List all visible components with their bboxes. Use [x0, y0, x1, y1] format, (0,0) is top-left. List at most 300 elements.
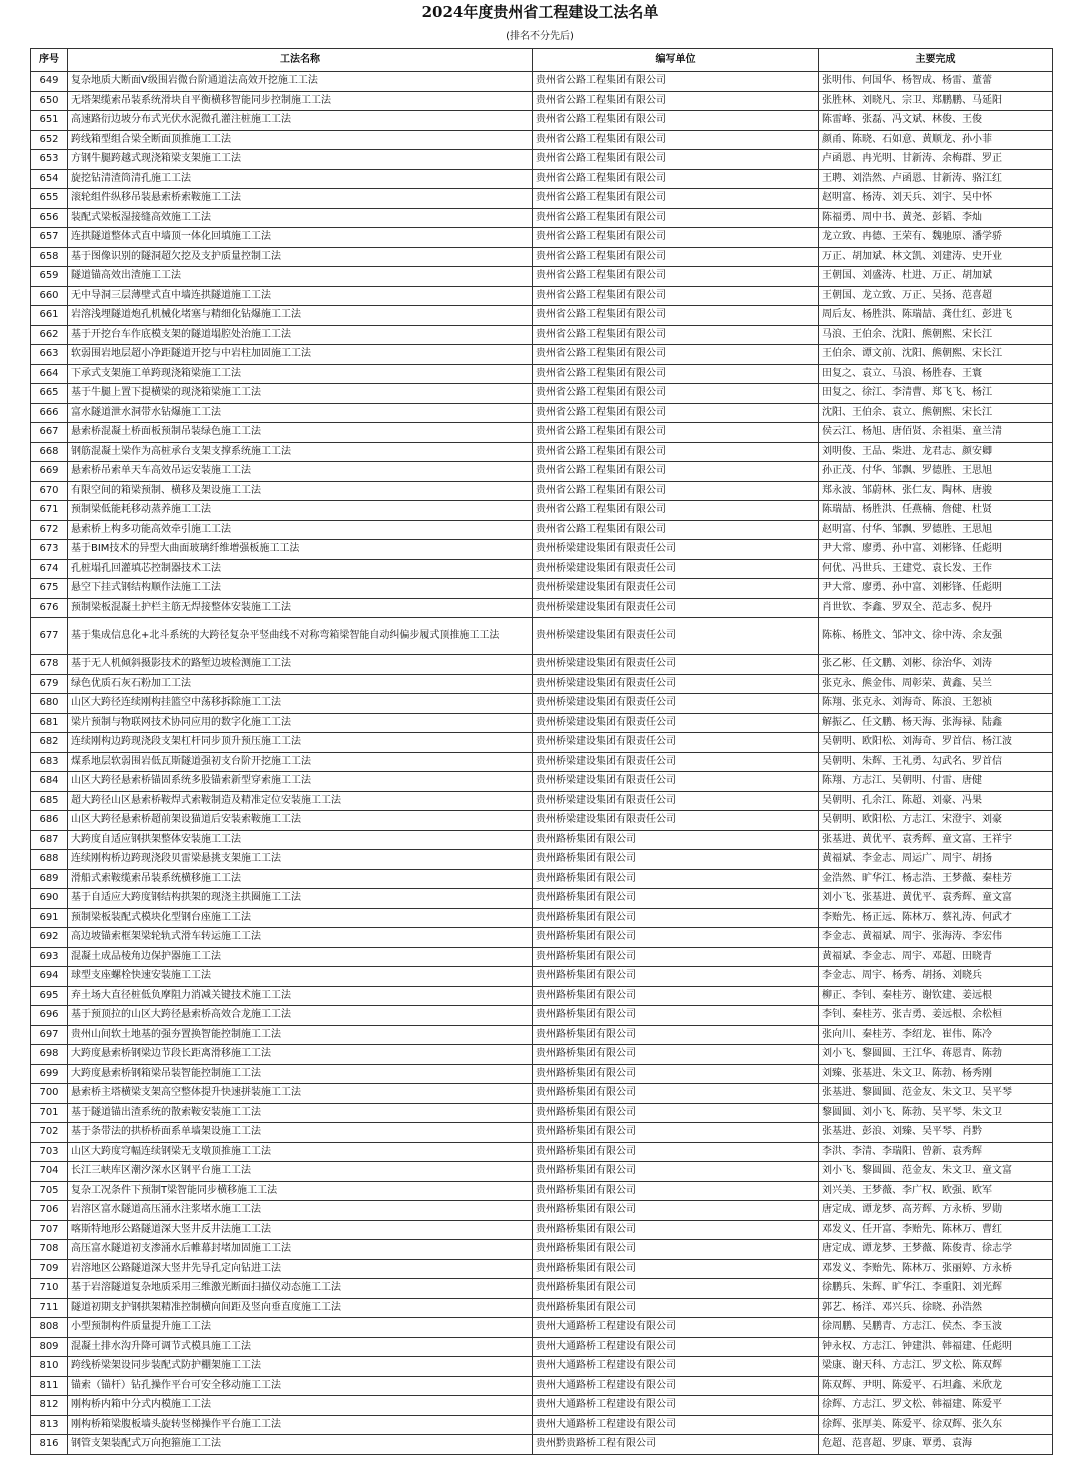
cell-unit: 贵州省公路工程集团有限公司 [533, 91, 819, 111]
cell-contributors: 黄福斌、李金志、周运广、周宇、胡扬 [819, 850, 1053, 870]
table-row [31, 1025, 1053, 1045]
cell-contributors: 危超、范喜超、罗康、覃勇、袁海 [819, 1435, 1053, 1455]
cell-contributors: 陈栋、杨胜文、邹冲文、徐中涛、余友强 [819, 618, 1053, 655]
cell-unit: 贵州省公路工程集团有限公司 [533, 130, 819, 150]
cell-method-name: 岩溶地区公路隧道深大竖井先导孔定向钻进工法 [68, 1259, 533, 1279]
cell-unit: 贵州路桥集团有限公司 [533, 1259, 819, 1279]
cell-unit: 贵州路桥集团有限公司 [533, 1279, 819, 1299]
cell-contributors: 沈阳、王伯余、袁立、熊朝熙、宋长江 [819, 403, 1053, 423]
cell-contributors: 李钊、秦桂芳、张吉勇、姜远根、余松桓 [819, 1006, 1053, 1026]
table-row [31, 1103, 1053, 1123]
cell-seq: 669 [31, 462, 68, 482]
cell-seq: 668 [31, 442, 68, 462]
table-row [31, 618, 1053, 655]
table-row [31, 928, 1053, 948]
cell-unit: 贵州桥梁建设集团有限责任公司 [533, 772, 819, 792]
cell-seq: 688 [31, 850, 68, 870]
cell-seq: 810 [31, 1357, 68, 1377]
table-row [31, 540, 1053, 560]
table-row [31, 1415, 1053, 1435]
table-row [31, 908, 1053, 928]
cell-contributors: 张明伟、何国华、杨智成、杨雷、董蕾 [819, 72, 1053, 92]
cell-method-name: 高边坡锚索框架梁轮轨式滑车转运施工工法 [68, 928, 533, 948]
cell-contributors: 龙立致、冉德、王荣有、魏驰原、潘学骄 [819, 228, 1053, 248]
cell-unit: 贵州桥梁建设集团有限责任公司 [533, 713, 819, 733]
cell-seq: 685 [31, 791, 68, 811]
cell-method-name: 跨线桥梁架设同步装配式防护棚架施工工法 [68, 1357, 533, 1377]
table-row [31, 423, 1053, 443]
cell-seq: 679 [31, 674, 68, 694]
table-row [31, 1298, 1053, 1318]
cell-method-name: 绿色优质石灰石粉加工工法 [68, 674, 533, 694]
table-row [31, 869, 1053, 889]
cell-seq: 691 [31, 908, 68, 928]
cell-unit: 贵州路桥集团有限公司 [533, 869, 819, 889]
cell-unit: 贵州路桥集团有限公司 [533, 908, 819, 928]
table-row [31, 811, 1053, 831]
cell-contributors: 金浩然、旷华江、杨志浩、王梦薇、秦桂芳 [819, 869, 1053, 889]
cell-unit: 贵州省公路工程集团有限公司 [533, 364, 819, 384]
cell-seq: 709 [31, 1259, 68, 1279]
cell-unit: 贵州路桥集团有限公司 [533, 1025, 819, 1045]
cell-seq: 710 [31, 1279, 68, 1299]
cell-contributors: 徐辉、张厚美、陈爱平、徐双辉、张久东 [819, 1415, 1053, 1435]
table-row [31, 286, 1053, 306]
cell-seq: 683 [31, 752, 68, 772]
cell-unit: 贵州桥梁建设集团有限责任公司 [533, 598, 819, 618]
cell-method-name: 预制梁板混凝土护栏主筋无焊接整体安装施工工法 [68, 598, 533, 618]
cell-unit: 贵州省公路工程集团有限公司 [533, 286, 819, 306]
cell-method-name: 连拱隧道整体式直中墙顶一体化回填施工工法 [68, 228, 533, 248]
table-row [31, 442, 1053, 462]
cell-seq: 816 [31, 1435, 68, 1455]
cell-contributors: 梁康、谢天科、方志江、罗文松、陈双辉 [819, 1357, 1053, 1377]
cell-method-name: 混凝土排水沟升降可调节式模具施工工法 [68, 1337, 533, 1357]
cell-method-name: 旋挖钻清渣筒清孔施工工法 [68, 169, 533, 189]
cell-method-name: 基于岩溶隧道复杂地质采用三维激光断面扫描仪动态施工工法 [68, 1279, 533, 1299]
cell-contributors: 张基进、黎圆圆、范金友、朱文卫、吴平琴 [819, 1084, 1053, 1104]
cell-seq: 649 [31, 72, 68, 92]
cell-contributors: 赵明富、杨涛、刘天兵、刘宇、吴中怀 [819, 189, 1053, 209]
table-body [31, 72, 1053, 1455]
cell-method-name: 梁片预制与物联网技术协同应用的数字化施工工法 [68, 713, 533, 733]
table-row [31, 1240, 1053, 1260]
table-row [31, 1162, 1053, 1182]
cell-contributors: 邓发义、李贻先、陈林万、张丽婷、方永桥 [819, 1259, 1053, 1279]
cell-seq: 684 [31, 772, 68, 792]
table-row [31, 1006, 1053, 1026]
cell-method-name: 山区大跨径连续刚构挂篮空中荡移拆除施工工法 [68, 694, 533, 714]
cell-contributors: 解振乙、任文鹏、杨天海、张海禄、陆鑫 [819, 713, 1053, 733]
cell-method-name: 悬索桥吊索单天车高效吊运安装施工工法 [68, 462, 533, 482]
cell-unit: 贵州路桥集团有限公司 [533, 1220, 819, 1240]
cell-unit: 贵州省公路工程集团有限公司 [533, 403, 819, 423]
table-row [31, 1376, 1053, 1396]
table-row [31, 1064, 1053, 1084]
cell-seq: 652 [31, 130, 68, 150]
table-row [31, 1181, 1053, 1201]
cell-method-name: 基于条带法的拱桥桥面系单墙架设施工工法 [68, 1123, 533, 1143]
cell-unit: 贵州省公路工程集团有限公司 [533, 481, 819, 501]
table-row [31, 1259, 1053, 1279]
cell-unit: 贵州路桥集团有限公司 [533, 1084, 819, 1104]
cell-unit: 贵州路桥集团有限公司 [533, 947, 819, 967]
cell-method-name: 连续刚构桥边跨现浇段贝雷梁悬挑支架施工工法 [68, 850, 533, 870]
cell-contributors: 吴朝明、欧阳松、方志江、宋澄宇、刘豪 [819, 811, 1053, 831]
cell-method-name: 软弱围岩地层超小净距隧道开挖与中岩柱加固施工工法 [68, 345, 533, 365]
table-row [31, 986, 1053, 1006]
cell-contributors: 何优、冯世兵、王建党、袁长发、王作 [819, 559, 1053, 579]
cell-contributors: 张胜林、刘晓凡、宗卫、郑鹏鹏、马延阳 [819, 91, 1053, 111]
cell-method-name: 基于开挖台车作底模支架的隧道塌腔处治施工工法 [68, 325, 533, 345]
cell-contributors: 唐定成、谭龙梦、王梦薇、陈俊青、徐志学 [819, 1240, 1053, 1260]
cell-contributors: 侯云江、杨旭、唐佰贤、余祖渠、童兰清 [819, 423, 1053, 443]
cell-unit: 贵州大通路桥工程建设有限公司 [533, 1376, 819, 1396]
table-row [31, 752, 1053, 772]
cell-unit: 贵州省公路工程集团有限公司 [533, 169, 819, 189]
cell-contributors: 张克永、熊金伟、周彰荣、黄鑫、吴兰 [819, 674, 1053, 694]
cell-method-name: 有限空间的箱梁预制、横移及架设施工工法 [68, 481, 533, 501]
cell-unit: 贵州桥梁建设集团有限责任公司 [533, 559, 819, 579]
cell-method-name: 悬索桥主塔横梁支架高空整体提升快速拼装施工工法 [68, 1084, 533, 1104]
cell-seq: 657 [31, 228, 68, 248]
cell-method-name: 山区大跨度穹幅连续钢梁无支墩顶推施工工法 [68, 1142, 533, 1162]
table-row [31, 1318, 1053, 1338]
cell-method-name: 复杂地质大断面V级围岩微台阶通道法高效开挖施工工法 [68, 72, 533, 92]
table-row [31, 325, 1053, 345]
cell-contributors: 马浪、王伯余、沈阳、熊朝熙、宋长江 [819, 325, 1053, 345]
table-row [31, 520, 1053, 540]
cell-seq: 690 [31, 889, 68, 909]
cell-seq: 693 [31, 947, 68, 967]
table-row [31, 1201, 1053, 1221]
award-list-table [30, 48, 1053, 1455]
cell-method-name: 富水隧道泄水洞带水钻爆施工工法 [68, 403, 533, 423]
cell-seq: 689 [31, 869, 68, 889]
table-row [31, 655, 1053, 675]
cell-method-name: 煤系地层软弱围岩低瓦斯隧道强初支台阶开挖施工工法 [68, 752, 533, 772]
cell-method-name: 基于BIM技术的异型大曲面玻璃纤维增强板施工工法 [68, 540, 533, 560]
cell-unit: 贵州路桥集团有限公司 [533, 1181, 819, 1201]
cell-contributors: 徐周鹏、吴鹏青、方志江、侯杰、李玉波 [819, 1318, 1053, 1338]
table-row [31, 850, 1053, 870]
cell-contributors: 万正、胡加斌、林文凯、刘建涛、史开业 [819, 247, 1053, 267]
cell-contributors: 李金志、黄福斌、周宇、张海涛、李宏伟 [819, 928, 1053, 948]
cell-seq: 708 [31, 1240, 68, 1260]
header-unit: 编写单位 [533, 49, 819, 72]
cell-method-name: 长江三峡库区潮汐深水区钢平台施工工法 [68, 1162, 533, 1182]
table-row [31, 1279, 1053, 1299]
cell-unit: 贵州省公路工程集团有限公司 [533, 325, 819, 345]
cell-unit: 贵州大通路桥工程建设有限公司 [533, 1396, 819, 1416]
cell-contributors: 陈翔、方志江、吴朝明、付雷、唐健 [819, 772, 1053, 792]
cell-unit: 贵州省公路工程集团有限公司 [533, 423, 819, 443]
cell-seq: 675 [31, 579, 68, 599]
cell-seq: 666 [31, 403, 68, 423]
table-row [31, 91, 1053, 111]
cell-seq: 665 [31, 384, 68, 404]
table-row [31, 1142, 1053, 1162]
cell-seq: 702 [31, 1123, 68, 1143]
cell-contributors: 孙正茂、付华、邹飘、罗德胜、王思旭 [819, 462, 1053, 482]
cell-seq: 673 [31, 540, 68, 560]
cell-contributors: 陈瑞喆、杨胜洪、任燕楠、詹健、杜贤 [819, 501, 1053, 521]
cell-method-name: 复杂工况条件下预制T梁智能同步横移施工工法 [68, 1181, 533, 1201]
cell-method-name: 基于预顶拉的山区大跨径悬索桥高效合龙施工工法 [68, 1006, 533, 1026]
cell-method-name: 锚索（锚杆）钻孔操作平台可安全移动施工工法 [68, 1376, 533, 1396]
cell-contributors: 尹大常、廖勇、孙中富、刘彬锋、任彪明 [819, 540, 1053, 560]
table-row [31, 462, 1053, 482]
cell-contributors: 颜甬、陈晓、石如意、黄顺龙、孙小菲 [819, 130, 1053, 150]
table-row [31, 1084, 1053, 1104]
cell-contributors: 徐鹏兵、朱辉、旷华江、李重阳、刘光辉 [819, 1279, 1053, 1299]
cell-unit: 贵州省公路工程集团有限公司 [533, 247, 819, 267]
cell-method-name: 高压富水隧道初支渗涌水后帷幕封堵加固施工工法 [68, 1240, 533, 1260]
cell-unit: 贵州路桥集团有限公司 [533, 1240, 819, 1260]
cell-contributors: 吴朝明、朱辉、王礼勇、勾武名、罗首信 [819, 752, 1053, 772]
cell-contributors: 钟永权、方志江、钟建洪、韩福建、任彪明 [819, 1337, 1053, 1357]
table-row [31, 772, 1053, 792]
cell-unit: 贵州桥梁建设集团有限责任公司 [533, 694, 819, 714]
table-row [31, 481, 1053, 501]
cell-unit: 贵州大通路桥工程建设有限公司 [533, 1337, 819, 1357]
cell-seq: 661 [31, 306, 68, 326]
table-row [31, 1123, 1053, 1143]
cell-method-name: 连续刚构边跨现浇段支架杠杆同步顶升预压施工工法 [68, 733, 533, 753]
cell-unit: 贵州大通路桥工程建设有限公司 [533, 1357, 819, 1377]
cell-method-name: 喀斯特地形公路隧道深大竖井反井法施工工法 [68, 1220, 533, 1240]
cell-seq: 699 [31, 1064, 68, 1084]
cell-contributors: 肖世钦、李鑫、罗双全、范志多、倪丹 [819, 598, 1053, 618]
table-row [31, 130, 1053, 150]
cell-seq: 677 [31, 618, 68, 655]
cell-unit: 贵州省公路工程集团有限公司 [533, 462, 819, 482]
table-row [31, 967, 1053, 987]
cell-method-name: 钢筋混凝土梁作为高桩承台支架支撑系统施工工法 [68, 442, 533, 462]
cell-method-name: 悬索桥上构多功能高效牵引施工工法 [68, 520, 533, 540]
cell-seq: 711 [31, 1298, 68, 1318]
cell-unit: 贵州省公路工程集团有限公司 [533, 208, 819, 228]
cell-unit: 贵州大通路桥工程建设有限公司 [533, 1318, 819, 1338]
cell-seq: 697 [31, 1025, 68, 1045]
cell-method-name: 小型预制构件质量提升施工工法 [68, 1318, 533, 1338]
cell-seq: 663 [31, 345, 68, 365]
table-row [31, 228, 1053, 248]
cell-seq: 704 [31, 1162, 68, 1182]
cell-method-name: 刚构桥内箱中分式内模施工工法 [68, 1396, 533, 1416]
cell-unit: 贵州路桥集团有限公司 [533, 1298, 819, 1318]
table-row [31, 384, 1053, 404]
cell-method-name: 大跨度自适应钢拱架整体安装施工工法 [68, 830, 533, 850]
cell-unit: 贵州路桥集团有限公司 [533, 928, 819, 948]
cell-unit: 贵州省公路工程集团有限公司 [533, 72, 819, 92]
cell-unit: 贵州桥梁建设集团有限责任公司 [533, 733, 819, 753]
table-row [31, 674, 1053, 694]
cell-unit: 贵州省公路工程集团有限公司 [533, 442, 819, 462]
cell-unit: 贵州桥梁建设集团有限责任公司 [533, 540, 819, 560]
cell-seq: 698 [31, 1045, 68, 1065]
cell-method-name: 跨线箱型组合梁全断面顶推施工工法 [68, 130, 533, 150]
cell-contributors: 张基进、彭浪、刘臻、吴平琴、肖黔 [819, 1123, 1053, 1143]
cell-contributors: 张乙彬、任文鹏、刘彬、徐治华、刘涛 [819, 655, 1053, 675]
cell-contributors: 刘兴美、王梦薇、李广权、欧强、欧军 [819, 1181, 1053, 1201]
cell-seq: 681 [31, 713, 68, 733]
cell-seq: 672 [31, 520, 68, 540]
table-row [31, 713, 1053, 733]
cell-contributors: 田复之、袁立、马浪、杨胜春、王寰 [819, 364, 1053, 384]
cell-method-name: 基于隧道锚出渣系统的散索鞍安装施工工法 [68, 1103, 533, 1123]
cell-contributors: 李金志、周宇、杨秀、胡扬、刘晓兵 [819, 967, 1053, 987]
table-row [31, 1435, 1053, 1455]
cell-seq: 707 [31, 1220, 68, 1240]
cell-seq: 694 [31, 967, 68, 987]
cell-unit: 贵州省公路工程集团有限公司 [533, 520, 819, 540]
cell-method-name: 贵州山间软土地基的强夯置换智能控制施工工法 [68, 1025, 533, 1045]
cell-unit: 贵州路桥集团有限公司 [533, 889, 819, 909]
cell-seq: 667 [31, 423, 68, 443]
cell-seq: 658 [31, 247, 68, 267]
cell-unit: 贵州路桥集团有限公司 [533, 1045, 819, 1065]
cell-seq: 809 [31, 1337, 68, 1357]
table-row [31, 247, 1053, 267]
cell-unit: 贵州黔贵路桥工程有限公司 [533, 1435, 819, 1455]
cell-seq: 650 [31, 91, 68, 111]
cell-contributors: 张基进、黄优平、袁秀辉、童文富、王祥宇 [819, 830, 1053, 850]
table-row [31, 403, 1053, 423]
table-row [31, 111, 1053, 131]
cell-unit: 贵州省公路工程集团有限公司 [533, 150, 819, 170]
cell-contributors: 郭艺、杨洋、邓兴兵、徐晓、孙浩然 [819, 1298, 1053, 1318]
cell-seq: 692 [31, 928, 68, 948]
cell-contributors: 刘小飞、张基进、黄优平、袁秀辉、童文富 [819, 889, 1053, 909]
cell-method-name: 刚构桥箱梁腹板墙头旋转竖梯操作平台施工工法 [68, 1415, 533, 1435]
cell-seq: 651 [31, 111, 68, 131]
cell-contributors: 陈雷峰、张磊、冯文斌、林俊、王俊 [819, 111, 1053, 131]
cell-unit: 贵州路桥集团有限公司 [533, 1006, 819, 1026]
cell-seq: 811 [31, 1376, 68, 1396]
cell-contributors: 张向川、秦桂芳、李绍龙、崔伟、陈冷 [819, 1025, 1053, 1045]
cell-unit: 贵州桥梁建设集团有限责任公司 [533, 618, 819, 655]
header-seq: 序号 [31, 49, 68, 72]
cell-unit: 贵州省公路工程集团有限公司 [533, 345, 819, 365]
cell-method-name: 下承式支架施工单跨现浇箱梁施工工法 [68, 364, 533, 384]
cell-contributors: 郑永波、邹蔚林、张仁友、陶林、唐骏 [819, 481, 1053, 501]
cell-seq: 653 [31, 150, 68, 170]
cell-seq: 674 [31, 559, 68, 579]
cell-method-name: 预制梁低能耗移动蒸养施工工法 [68, 501, 533, 521]
cell-method-name: 山区大跨径悬索桥超前架设猫道后安装索鞍施工工法 [68, 811, 533, 831]
table-row [31, 694, 1053, 714]
cell-unit: 贵州路桥集团有限公司 [533, 1142, 819, 1162]
cell-unit: 贵州桥梁建设集团有限责任公司 [533, 811, 819, 831]
cell-seq: 656 [31, 208, 68, 228]
cell-seq: 812 [31, 1396, 68, 1416]
table-header-row [31, 49, 1053, 72]
cell-unit: 贵州桥梁建设集团有限责任公司 [533, 791, 819, 811]
cell-contributors: 黄福斌、李金志、周宇、邓超、田晓青 [819, 947, 1053, 967]
cell-contributors: 赵明富、付华、邹飘、罗德胜、王思旭 [819, 520, 1053, 540]
cell-unit: 贵州桥梁建设集团有限责任公司 [533, 674, 819, 694]
table-row [31, 1045, 1053, 1065]
table-row [31, 150, 1053, 170]
cell-method-name: 无塔架缆索吊装系统滑块自平衡横移智能同步控制施工工法 [68, 91, 533, 111]
cell-contributors: 周后友、杨胜洪、陈瑞喆、龚仕红、彭进飞 [819, 306, 1053, 326]
cell-contributors: 李洪、李清、李瑞阳、曾新、袁秀辉 [819, 1142, 1053, 1162]
header-contributors: 主要完成 [819, 49, 1053, 72]
cell-contributors: 吴朝明、孔余江、陈超、刘豪、冯果 [819, 791, 1053, 811]
cell-contributors: 黎圆圆、刘小飞、陈勃、吴平琴、朱文卫 [819, 1103, 1053, 1123]
cell-method-name: 悬空下挂式钢结构顺作法施工工法 [68, 579, 533, 599]
cell-method-name: 弃土场大直径桩低负摩阻力消减关键技术施工工法 [68, 986, 533, 1006]
header-method-name: 工法名称 [68, 49, 533, 72]
cell-unit: 贵州省公路工程集团有限公司 [533, 189, 819, 209]
cell-contributors: 刘明俊、王品、柴进、龙君志、颜安卿 [819, 442, 1053, 462]
cell-method-name: 悬索桥混凝土桥面板预制吊装绿色施工工法 [68, 423, 533, 443]
cell-contributors: 陈双辉、尹明、陈爱平、石坦鑫、米欣龙 [819, 1376, 1053, 1396]
cell-method-name: 超大跨径山区悬索桥鞍焊式索鞍制造及精准定位安装施工工法 [68, 791, 533, 811]
cell-seq: 662 [31, 325, 68, 345]
cell-contributors: 王朝国、刘盛涛、杜进、万正、胡加斌 [819, 267, 1053, 287]
table-row [31, 579, 1053, 599]
table-row [31, 267, 1053, 287]
cell-method-name: 基于自适应大跨度钢结构拱架的现浇主拱圈施工工法 [68, 889, 533, 909]
cell-seq: 659 [31, 267, 68, 287]
cell-seq: 664 [31, 364, 68, 384]
table-row [31, 345, 1053, 365]
cell-contributors: 唐定成、谭龙梦、高芳辉、方永桥、罗勋 [819, 1201, 1053, 1221]
cell-seq: 655 [31, 189, 68, 209]
table-row [31, 1396, 1053, 1416]
document-subtitle: (排名不分先后) [506, 31, 574, 42]
cell-unit: 贵州路桥集团有限公司 [533, 967, 819, 987]
table-row [31, 733, 1053, 753]
cell-method-name: 基于无人机倾斜摄影技术的路堑边坡检测施工工法 [68, 655, 533, 675]
cell-unit: 贵州路桥集团有限公司 [533, 986, 819, 1006]
table-row [31, 830, 1053, 850]
cell-method-name: 孔桩塌孔回灌填芯控制器技术工法 [68, 559, 533, 579]
cell-contributors: 陈翔、张克永、刘海奇、陈浪、王恕祯 [819, 694, 1053, 714]
cell-method-name: 钢管支架装配式万向抱箍施工工法 [68, 1435, 533, 1455]
cell-method-name: 混凝土成品棱角边保护器施工工法 [68, 947, 533, 967]
cell-unit: 贵州路桥集团有限公司 [533, 1201, 819, 1221]
cell-seq: 687 [31, 830, 68, 850]
cell-unit: 贵州省公路工程集团有限公司 [533, 384, 819, 404]
cell-method-name: 基于图像识别的隧洞超欠挖及支护质量控制工法 [68, 247, 533, 267]
cell-seq: 813 [31, 1415, 68, 1435]
cell-method-name: 高速路衍边坡分布式光伏水泥微孔灌注桩施工工法 [68, 111, 533, 131]
table-row [31, 501, 1053, 521]
table-row [31, 72, 1053, 92]
table-row [31, 791, 1053, 811]
cell-method-name: 球型支座螺栓快速安装施工工法 [68, 967, 533, 987]
cell-contributors: 陈福勇、周中书、黄尧、彭韬、李灿 [819, 208, 1053, 228]
table-row [31, 189, 1053, 209]
cell-contributors: 吴朝明、欧阳松、刘海奇、罗首信、杨江波 [819, 733, 1053, 753]
cell-contributors: 王聘、刘浩然、卢函恩、甘新涛、骆江红 [819, 169, 1053, 189]
table-row [31, 306, 1053, 326]
cell-unit: 贵州省公路工程集团有限公司 [533, 501, 819, 521]
cell-unit: 贵州大通路桥工程建设有限公司 [533, 1415, 819, 1435]
cell-unit: 贵州路桥集团有限公司 [533, 1162, 819, 1182]
cell-method-name: 隧道锚高效出渣施工工法 [68, 267, 533, 287]
cell-contributors: 刘小飞、黎圆圆、范金友、朱文卫、童文富 [819, 1162, 1053, 1182]
cell-seq: 671 [31, 501, 68, 521]
cell-method-name: 岩溶区富水隧道高压涌水注浆堵水施工工法 [68, 1201, 533, 1221]
cell-seq: 696 [31, 1006, 68, 1026]
cell-seq: 701 [31, 1103, 68, 1123]
cell-unit: 贵州省公路工程集团有限公司 [533, 306, 819, 326]
table-row [31, 1220, 1053, 1240]
